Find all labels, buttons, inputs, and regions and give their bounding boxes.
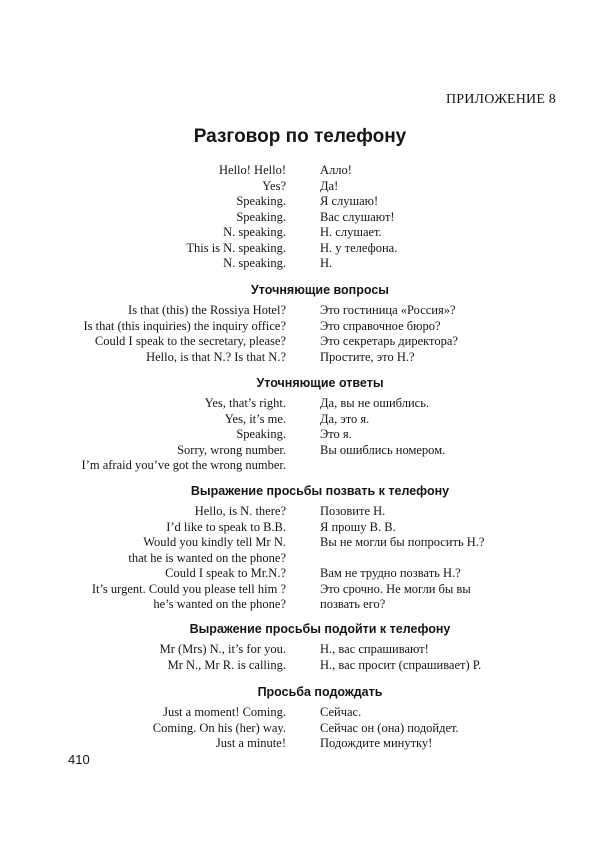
phrase-row: [0, 551, 600, 567]
phrase-row: [0, 396, 600, 412]
phrase-row: [0, 241, 600, 257]
phrase-row: [0, 303, 600, 319]
english-phrase: Mr N., Mr R. is calling.: [167, 657, 286, 672]
phrase-row: [0, 210, 600, 226]
russian-phrase: Н., вас спрашивают!: [320, 642, 429, 656]
page-title: Разговор по телефону: [193, 126, 407, 147]
russian-phrase: Вас слушают!: [320, 209, 395, 224]
russian-phrase: Алло!: [320, 163, 352, 177]
page-number: 410: [68, 752, 90, 767]
phrase-section: [0, 684, 600, 752]
phrase-row: [0, 597, 600, 613]
russian-phrase: Н. у телефона.: [320, 240, 398, 255]
english-phrase: Is that (this) the Rossiya Hotel?: [128, 303, 286, 317]
russian-phrase: Это гостиница «Россия»?: [320, 303, 456, 317]
phrase-row: [0, 736, 600, 752]
section-heading: Уточняющие ответы: [256, 376, 384, 390]
phrase-row: [0, 582, 600, 598]
english-phrase: Speaking.: [236, 194, 286, 208]
english-phrase: Coming. On his (her) way.: [152, 720, 286, 735]
phrase-row: [0, 194, 600, 210]
phrase-row: [0, 642, 600, 658]
russian-phrase: Подождите минутку!: [320, 736, 433, 750]
phrase-row: [0, 334, 600, 350]
english-phrase: Speaking.: [236, 209, 286, 224]
english-phrase: Hello, is that N.? Is that N.?: [146, 349, 286, 364]
english-phrase: Hello! Hello!: [219, 163, 286, 177]
phrase-section: [0, 282, 600, 365]
english-phrase: Yes?: [262, 178, 286, 193]
phrase-row: [0, 535, 600, 551]
phrase-row: [0, 705, 600, 721]
phrase-row: [0, 504, 600, 520]
english-phrase: Would you kindly tell Mr N.: [143, 535, 286, 549]
phrase-row: [0, 179, 600, 195]
phrase-row: [0, 443, 600, 459]
phrase-row: [0, 319, 600, 335]
phrase-section: [0, 621, 600, 673]
english-phrase: Could I speak to Mr.N.?: [165, 566, 286, 580]
section-heading: Выражение просьбы подойти к телефону: [189, 622, 451, 636]
phrase-row: [0, 458, 600, 474]
russian-phrase: Позовите Н.: [320, 504, 386, 518]
russian-phrase: Это срочно. Не могли бы вы: [320, 581, 471, 596]
russian-phrase: Это справочное бюро?: [320, 318, 441, 333]
phrase-row: [0, 163, 600, 179]
phrase-row: [0, 658, 600, 674]
phrase-row: [0, 427, 600, 443]
phrase-row: [0, 256, 600, 272]
english-phrase: It’s urgent. Could you please tell him ?: [91, 581, 286, 596]
english-phrase: Is that (this inquiries) the inquiry office?: [83, 318, 286, 333]
english-phrase: Just a moment! Coming.: [163, 705, 286, 719]
english-phrase: I’d like to speak to B.B.: [166, 519, 286, 534]
section-heading: Уточняющие вопросы: [251, 283, 389, 297]
phrase-section: [0, 375, 600, 474]
english-phrase: N. speaking.: [223, 225, 286, 239]
phrase-row: [0, 350, 600, 366]
english-phrase: he’s wanted on the phone?: [153, 597, 286, 611]
russian-phrase: Вы ошиблись номером.: [320, 442, 446, 457]
english-phrase: This is N. speaking.: [186, 240, 286, 255]
russian-phrase: Простите, это Н.?: [320, 349, 415, 364]
russian-phrase: Н. слушает.: [320, 225, 382, 239]
phrase-row: [0, 566, 600, 582]
russian-phrase: Н.: [320, 256, 333, 270]
section-heading: Выражение просьбы позвать к телефону: [190, 484, 450, 498]
phrase-row: [0, 721, 600, 737]
english-phrase: Yes, it’s me.: [224, 411, 286, 426]
english-phrase: Mr (Mrs) N., it’s for you.: [159, 642, 286, 656]
phrase-row: [0, 412, 600, 428]
english-phrase: N. speaking.: [223, 256, 286, 270]
english-phrase: Could I speak to the secretary, please?: [94, 334, 286, 348]
russian-phrase: Вам не трудно позвать Н.?: [320, 566, 461, 580]
russian-phrase: Это я.: [320, 427, 352, 441]
russian-phrase: Н., вас просит (спрашивает) Р.: [320, 657, 482, 672]
russian-phrase: Сейчас он (она) подойдет.: [320, 720, 459, 735]
russian-phrase: Вы не могли бы попросить Н.?: [320, 535, 485, 549]
russian-phrase: Сейчас.: [320, 705, 362, 719]
russian-phrase: Я слушаю!: [320, 194, 379, 208]
section-heading: Просьба подождать: [257, 685, 383, 699]
phrase-section: [0, 163, 600, 272]
phrase-row: [0, 225, 600, 241]
english-phrase: I’m afraid you’ve got the wrong number.: [81, 458, 286, 472]
russian-phrase: Да, это я.: [320, 411, 370, 426]
english-phrase: Sorry, wrong number.: [177, 442, 286, 457]
phrase-row: [0, 520, 600, 536]
english-phrase: Hello, is N. there?: [194, 504, 286, 518]
english-phrase: Just a minute!: [215, 736, 286, 750]
russian-phrase: Я прошу В. В.: [320, 519, 396, 534]
appendix-label: ПРИЛОЖЕНИЕ 8: [445, 92, 556, 107]
russian-phrase: позвать его?: [320, 597, 386, 611]
russian-phrase: Да!: [320, 178, 339, 193]
phrase-section: [0, 483, 600, 613]
russian-phrase: Это секретарь директора?: [320, 334, 458, 348]
english-phrase: Speaking.: [236, 427, 286, 441]
english-phrase: that he is wanted on the phone?: [128, 550, 286, 565]
russian-phrase: Да, вы не ошиблись.: [320, 396, 430, 410]
english-phrase: Yes, that’s right.: [204, 396, 286, 410]
